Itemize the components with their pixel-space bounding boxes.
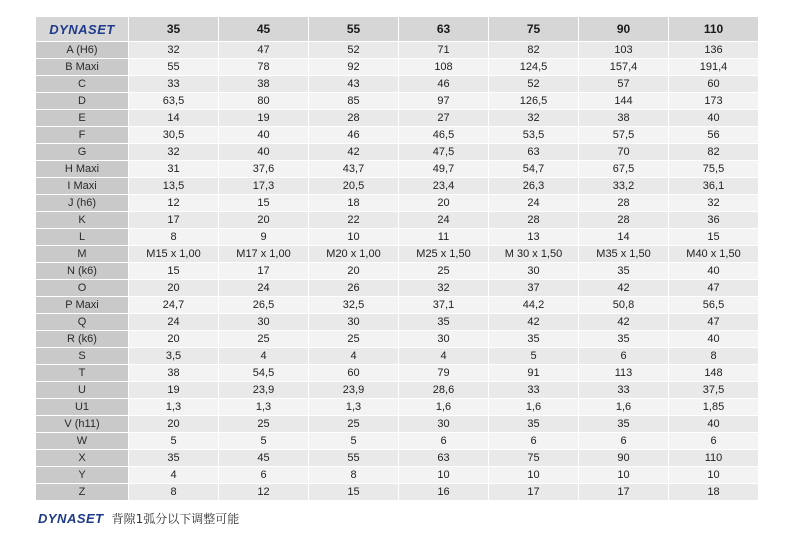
row-label: S <box>36 348 128 364</box>
table-cell: 20 <box>129 331 218 347</box>
table-cell: 28,6 <box>399 382 488 398</box>
table-cell: 23,9 <box>219 382 308 398</box>
table-cell: M15 x 1,00 <box>129 246 218 262</box>
table-cell: 6 <box>579 433 668 449</box>
table-cell: 20 <box>129 416 218 432</box>
table-cell: 5 <box>129 433 218 449</box>
table-cell: 33 <box>129 76 218 92</box>
table-cell: 8 <box>309 467 398 483</box>
table-cell: 3,5 <box>129 348 218 364</box>
table-cell: 32 <box>399 280 488 296</box>
table-cell: 38 <box>129 365 218 381</box>
table-cell: 19 <box>129 382 218 398</box>
table-cell: 37,1 <box>399 297 488 313</box>
table-cell: 136 <box>669 42 758 58</box>
table-cell: 24,7 <box>129 297 218 313</box>
table-cell: 55 <box>129 59 218 75</box>
table-cell: 113 <box>579 365 668 381</box>
table-cell: 71 <box>399 42 488 58</box>
table-cell: 15 <box>669 229 758 245</box>
table-row <box>36 314 758 330</box>
table-cell: 43 <box>309 76 398 92</box>
row-label: K <box>36 212 128 228</box>
table-cell: 4 <box>399 348 488 364</box>
table-cell: 40 <box>219 144 308 160</box>
table-cell: 82 <box>489 42 578 58</box>
size-header: 55 <box>309 17 398 41</box>
table-row <box>36 365 758 381</box>
table-cell: 46,5 <box>399 127 488 143</box>
table-cell: 30 <box>309 314 398 330</box>
table-cell: 63 <box>489 144 578 160</box>
table-cell: 35 <box>489 331 578 347</box>
table-cell: M35 x 1,50 <box>579 246 668 262</box>
table-cell: 54,5 <box>219 365 308 381</box>
table-row <box>36 433 758 449</box>
table-cell: 37 <box>489 280 578 296</box>
table-cell: 47,5 <box>399 144 488 160</box>
table-cell: 24 <box>489 195 578 211</box>
row-label: U <box>36 382 128 398</box>
table-cell: 17 <box>129 212 218 228</box>
table-cell: 60 <box>309 365 398 381</box>
table-cell: 32 <box>129 42 218 58</box>
size-header: 63 <box>399 17 488 41</box>
table-cell: 11 <box>399 229 488 245</box>
table-cell: 13 <box>489 229 578 245</box>
table-cell: 75 <box>489 450 578 466</box>
table-cell: 8 <box>129 484 218 500</box>
table-cell: 8 <box>129 229 218 245</box>
size-header: 90 <box>579 17 668 41</box>
table-cell: 63,5 <box>129 93 218 109</box>
table-row <box>36 212 758 228</box>
table-cell: 15 <box>309 484 398 500</box>
table-cell: 110 <box>669 450 758 466</box>
table-cell: 47 <box>669 280 758 296</box>
table-cell: 5 <box>489 348 578 364</box>
table-cell: 38 <box>219 76 308 92</box>
row-label: N (k6) <box>36 263 128 279</box>
table-cell: 17,3 <box>219 178 308 194</box>
table-cell: 17 <box>489 484 578 500</box>
table-row <box>36 348 758 364</box>
table-cell: 85 <box>309 93 398 109</box>
table-cell: 4 <box>309 348 398 364</box>
table-cell: 32 <box>489 110 578 126</box>
table-body <box>36 42 758 500</box>
row-label: T <box>36 365 128 381</box>
table-cell: 91 <box>489 365 578 381</box>
table-cell: M17 x 1,00 <box>219 246 308 262</box>
table-cell: 18 <box>309 195 398 211</box>
table-cell: 27 <box>399 110 488 126</box>
table-cell: 47 <box>219 42 308 58</box>
table-cell: 10 <box>669 467 758 483</box>
table-cell: 30 <box>399 331 488 347</box>
table-cell: 1,3 <box>129 399 218 415</box>
table-cell: 17 <box>579 484 668 500</box>
table-cell: 33,2 <box>579 178 668 194</box>
table-cell: 92 <box>309 59 398 75</box>
table-cell: 97 <box>399 93 488 109</box>
table-cell: 28 <box>579 195 668 211</box>
table-cell: 40 <box>669 110 758 126</box>
table-cell: M 30 x 1,50 <box>489 246 578 262</box>
table-cell: M20 x 1,00 <box>309 246 398 262</box>
row-label: Q <box>36 314 128 330</box>
table-cell: 30 <box>399 416 488 432</box>
table-cell: 30,5 <box>129 127 218 143</box>
table-cell: 28 <box>489 212 578 228</box>
table-cell: 20 <box>399 195 488 211</box>
table-cell: 1,6 <box>579 399 668 415</box>
table-cell: 38 <box>579 110 668 126</box>
table-cell: 32 <box>129 144 218 160</box>
table-row <box>36 263 758 279</box>
table-cell: 63 <box>399 450 488 466</box>
table-cell: 35 <box>579 263 668 279</box>
table-cell: 36 <box>669 212 758 228</box>
table-cell: 28 <box>579 212 668 228</box>
table-cell: 10 <box>399 467 488 483</box>
table-cell: 31 <box>129 161 218 177</box>
table-cell: 56,5 <box>669 297 758 313</box>
table-cell: 157,4 <box>579 59 668 75</box>
table-cell: 126,5 <box>489 93 578 109</box>
table-row <box>36 161 758 177</box>
table-cell: 40 <box>219 127 308 143</box>
table-cell: 75,5 <box>669 161 758 177</box>
table-cell: 46 <box>399 76 488 92</box>
table-cell: 52 <box>489 76 578 92</box>
table-cell: 191,4 <box>669 59 758 75</box>
table-cell: 20,5 <box>309 178 398 194</box>
table-cell: 40 <box>669 331 758 347</box>
table-cell: 80 <box>219 93 308 109</box>
dimension-table <box>35 16 759 501</box>
footer-note-text: 背隙1弧分以下调整可能 <box>111 512 240 526</box>
row-label: X <box>36 450 128 466</box>
table-cell: 22 <box>309 212 398 228</box>
row-label: M <box>36 246 128 262</box>
table-cell: 54,7 <box>489 161 578 177</box>
table-cell: 1,3 <box>309 399 398 415</box>
table-row <box>36 59 758 75</box>
table-cell: 32,5 <box>309 297 398 313</box>
row-label: L <box>36 229 128 245</box>
table-cell: 67,5 <box>579 161 668 177</box>
table-cell: 24 <box>219 280 308 296</box>
table-row <box>36 42 758 58</box>
row-label: H Maxi <box>36 161 128 177</box>
table-row <box>36 467 758 483</box>
table-cell: 37,5 <box>669 382 758 398</box>
table-cell: 35 <box>579 331 668 347</box>
row-label: E <box>36 110 128 126</box>
table-cell: 90 <box>579 450 668 466</box>
table-cell: 5 <box>219 433 308 449</box>
row-label: A (H6) <box>36 42 128 58</box>
table-cell: 42 <box>579 314 668 330</box>
table-cell: 23,4 <box>399 178 488 194</box>
table-cell: 173 <box>669 93 758 109</box>
table-cell: 35 <box>489 416 578 432</box>
table-cell: 43,7 <box>309 161 398 177</box>
table-cell: 14 <box>579 229 668 245</box>
row-label: I Maxi <box>36 178 128 194</box>
table-cell: 30 <box>489 263 578 279</box>
table-cell: 108 <box>399 59 488 75</box>
footer-dynaset-logo: DYNASET <box>38 511 104 526</box>
table-cell: 16 <box>399 484 488 500</box>
table-cell: 35 <box>579 416 668 432</box>
table-cell: 49,7 <box>399 161 488 177</box>
size-header: 110 <box>669 17 758 41</box>
header-row <box>36 17 758 41</box>
table-cell: 57,5 <box>579 127 668 143</box>
table-cell: 42 <box>489 314 578 330</box>
table-cell: 13,5 <box>129 178 218 194</box>
table-cell: 40 <box>669 263 758 279</box>
row-label: F <box>36 127 128 143</box>
table-row <box>36 127 758 143</box>
table-cell: 6 <box>579 348 668 364</box>
size-header: 45 <box>219 17 308 41</box>
table-cell: 6 <box>489 433 578 449</box>
table-cell: 20 <box>129 280 218 296</box>
table-row <box>36 110 758 126</box>
table-cell: 52 <box>309 42 398 58</box>
row-label: V (h11) <box>36 416 128 432</box>
table-cell: 44,2 <box>489 297 578 313</box>
row-label: Z <box>36 484 128 500</box>
table-cell: 144 <box>579 93 668 109</box>
row-label: C <box>36 76 128 92</box>
table-cell: 9 <box>219 229 308 245</box>
table-cell: 25 <box>309 331 398 347</box>
table-cell: 10 <box>579 467 668 483</box>
table-cell: 78 <box>219 59 308 75</box>
table-cell: 53,5 <box>489 127 578 143</box>
table-cell: 50,8 <box>579 297 668 313</box>
footer-note <box>38 510 239 527</box>
table-cell: 32 <box>669 195 758 211</box>
table-cell: 14 <box>129 110 218 126</box>
row-label: P Maxi <box>36 297 128 313</box>
table-cell: 35 <box>399 314 488 330</box>
table-cell: 33 <box>489 382 578 398</box>
table-row <box>36 195 758 211</box>
table-cell: 25 <box>399 263 488 279</box>
table-cell: 26,5 <box>219 297 308 313</box>
table-row <box>36 331 758 347</box>
table-row <box>36 178 758 194</box>
table-cell: 5 <box>309 433 398 449</box>
table-cell: 33 <box>579 382 668 398</box>
table-cell: 1,6 <box>489 399 578 415</box>
table-row <box>36 93 758 109</box>
table-cell: 1,85 <box>669 399 758 415</box>
size-header: 35 <box>129 17 218 41</box>
table-cell: 82 <box>669 144 758 160</box>
table-cell: 28 <box>309 110 398 126</box>
table-cell: 56 <box>669 127 758 143</box>
table-row <box>36 382 758 398</box>
dynaset-logo: DYNASET <box>49 21 115 37</box>
table-cell: 12 <box>219 484 308 500</box>
table-row <box>36 76 758 92</box>
table-cell: 15 <box>219 195 308 211</box>
table-cell: 70 <box>579 144 668 160</box>
row-label: O <box>36 280 128 296</box>
table-cell: 26,3 <box>489 178 578 194</box>
table-cell: 20 <box>309 263 398 279</box>
table-cell: 124,5 <box>489 59 578 75</box>
table-cell: 42 <box>309 144 398 160</box>
table-row <box>36 484 758 500</box>
table-cell: 6 <box>399 433 488 449</box>
table-cell: 24 <box>399 212 488 228</box>
table-cell: 19 <box>219 110 308 126</box>
table-cell: 17 <box>219 263 308 279</box>
table-cell: 37,6 <box>219 161 308 177</box>
row-label: W <box>36 433 128 449</box>
table-cell: 10 <box>309 229 398 245</box>
table-cell: 10 <box>489 467 578 483</box>
row-label: R (k6) <box>36 331 128 347</box>
table-cell: 4 <box>129 467 218 483</box>
table-cell: 46 <box>309 127 398 143</box>
table-row <box>36 280 758 296</box>
table-cell: 148 <box>669 365 758 381</box>
spec-table-container <box>35 16 756 501</box>
table-cell: 4 <box>219 348 308 364</box>
table-cell: 6 <box>669 433 758 449</box>
table-cell: 25 <box>219 416 308 432</box>
table-cell: 8 <box>669 348 758 364</box>
table-row <box>36 297 758 313</box>
row-label: U1 <box>36 399 128 415</box>
table-cell: 57 <box>579 76 668 92</box>
table-cell: 55 <box>309 450 398 466</box>
row-label: Y <box>36 467 128 483</box>
row-label: G <box>36 144 128 160</box>
table-cell: 103 <box>579 42 668 58</box>
header-brand-cell <box>36 17 128 41</box>
table-cell: 25 <box>219 331 308 347</box>
table-cell: 6 <box>219 467 308 483</box>
table-row <box>36 416 758 432</box>
table-cell: 40 <box>669 416 758 432</box>
table-cell: 1,3 <box>219 399 308 415</box>
table-cell: 20 <box>219 212 308 228</box>
size-header: 75 <box>489 17 578 41</box>
table-cell: 15 <box>129 263 218 279</box>
table-cell: 79 <box>399 365 488 381</box>
row-label: J (h6) <box>36 195 128 211</box>
row-label: B Maxi <box>36 59 128 75</box>
row-label: D <box>36 93 128 109</box>
table-cell: 47 <box>669 314 758 330</box>
table-cell: 12 <box>129 195 218 211</box>
table-cell: 25 <box>309 416 398 432</box>
table-cell: M25 x 1,50 <box>399 246 488 262</box>
table-cell: 36,1 <box>669 178 758 194</box>
table-cell: 35 <box>129 450 218 466</box>
table-cell: 45 <box>219 450 308 466</box>
table-row <box>36 450 758 466</box>
table-cell: 18 <box>669 484 758 500</box>
table-cell: 30 <box>219 314 308 330</box>
table-cell: 24 <box>129 314 218 330</box>
table-row <box>36 246 758 262</box>
table-row <box>36 144 758 160</box>
table-row <box>36 399 758 415</box>
table-cell: 1,6 <box>399 399 488 415</box>
table-cell: 26 <box>309 280 398 296</box>
table-cell: M40 x 1,50 <box>669 246 758 262</box>
table-cell: 42 <box>579 280 668 296</box>
table-cell: 60 <box>669 76 758 92</box>
table-cell: 23,9 <box>309 382 398 398</box>
table-row <box>36 229 758 245</box>
